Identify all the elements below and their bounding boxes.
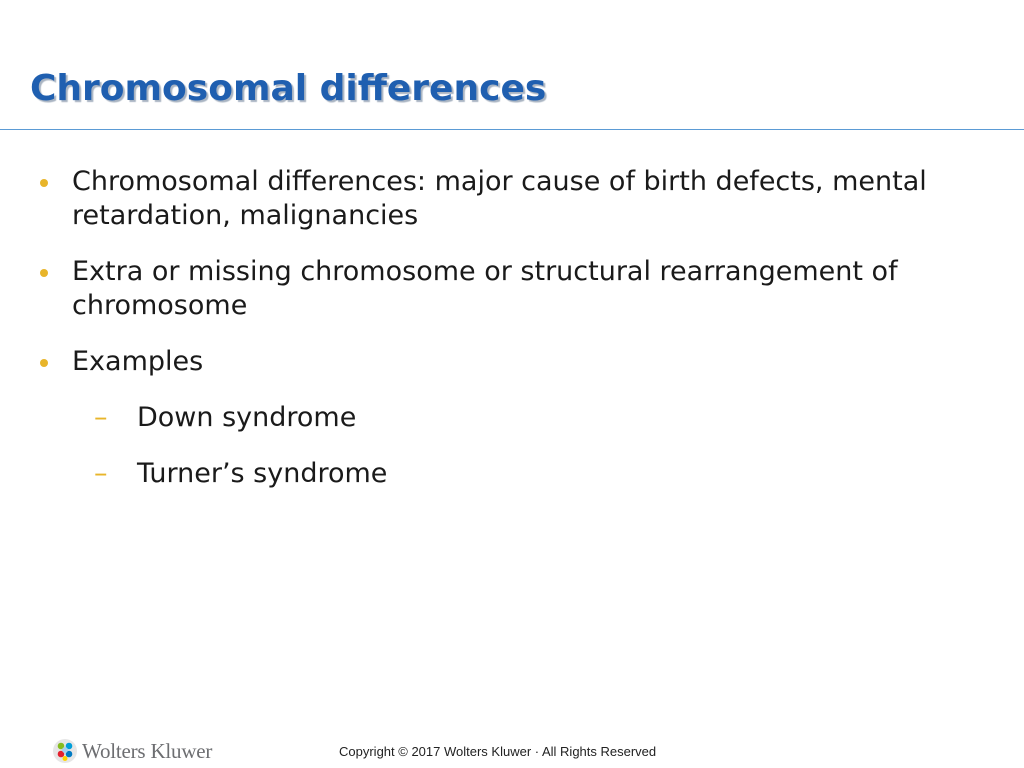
bullet-item — [40, 345, 1000, 379]
bullet-item — [40, 165, 1000, 233]
wolters-kluwer-logo — [52, 738, 212, 764]
sub-bullet-dash: – — [94, 402, 108, 433]
title-divider — [0, 129, 1024, 130]
bullet-text: Chromosomal differences: major cause of birth defects, mental retardation, malignancies — [72, 166, 927, 231]
sub-bullet-text: Down syndrome — [137, 402, 357, 433]
slide-title: Chromosomal differences — [30, 68, 547, 109]
sub-bullet-item — [40, 457, 1000, 491]
bullet-text: Extra or missing chromosome or structural rearrangement of chromosome — [72, 256, 898, 321]
copyright-text: Copyright © 2017 Wolters Kluwer · All Rights Reserved — [339, 744, 657, 759]
logo-text: Wolters Kluwer — [82, 738, 213, 763]
bullet-text: Examples — [72, 346, 204, 377]
sub-bullet-item — [40, 401, 1000, 435]
slide-content — [40, 165, 1000, 513]
wolters-kluwer-logo-icon — [52, 738, 78, 764]
sub-bullet-dash: – — [94, 458, 108, 489]
bullet-item — [40, 255, 1000, 323]
sub-bullet-text: Turner’s syndrome — [137, 458, 388, 489]
bullet-dot-icon — [40, 179, 48, 187]
bullet-dot-icon — [40, 269, 48, 277]
bullet-dot-icon — [40, 359, 48, 367]
